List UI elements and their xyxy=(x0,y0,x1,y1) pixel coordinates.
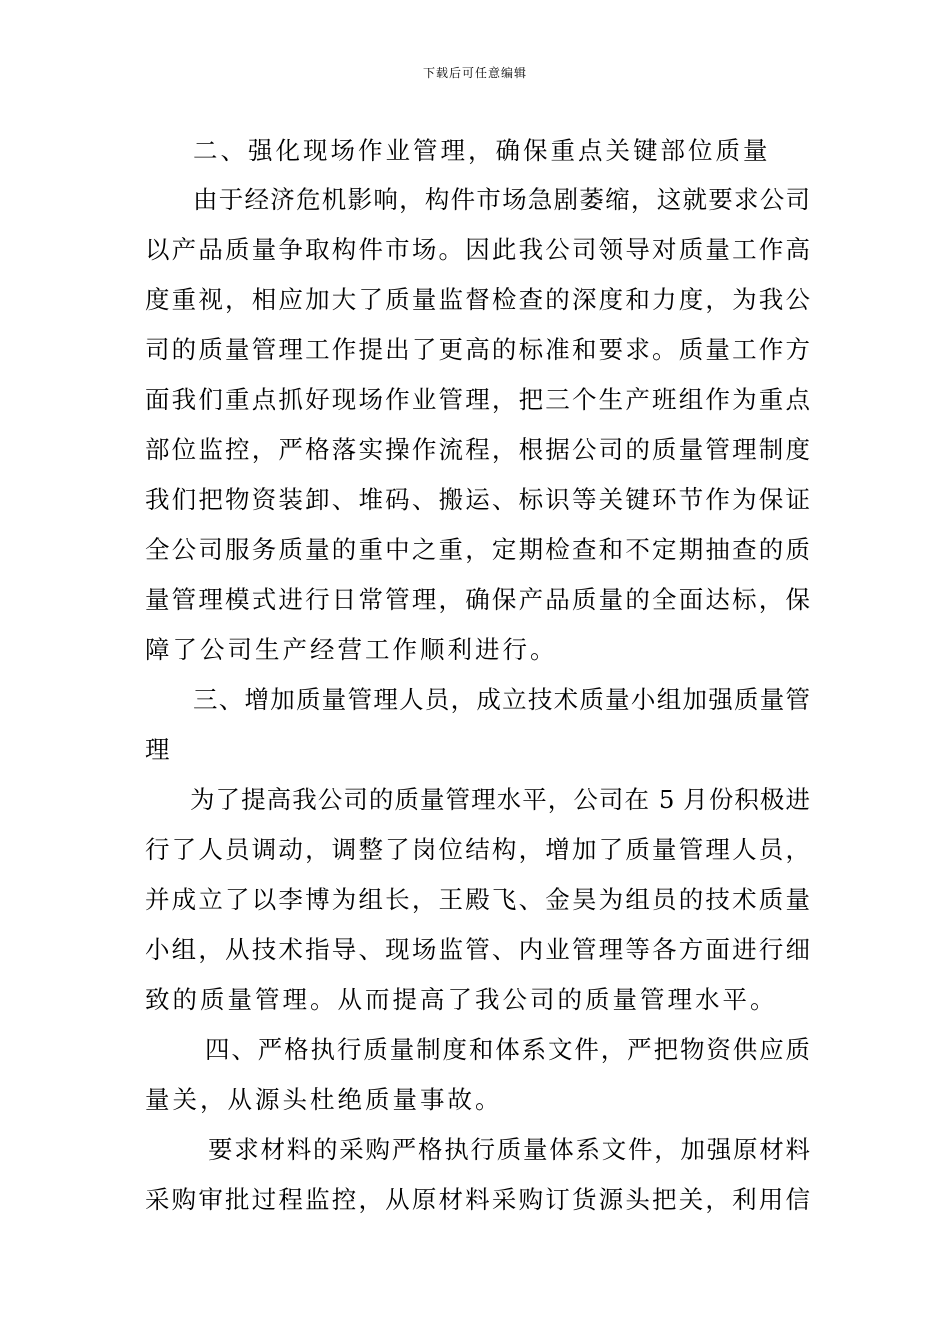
header-note: 下载后可任意编辑 xyxy=(422,66,527,80)
paragraph-line: 为了提高我公司的质量管理水平，公司在 5 月份积极进 xyxy=(190,785,810,814)
paragraph-line: 司的质量管理工作提出了更高的标准和要求。质量工作方 xyxy=(145,335,810,364)
paragraph-line: 度重视，相应加大了质量监督检查的深度和力度，为我公 xyxy=(145,285,810,314)
heading-section-2: 二、强化现场作业管理，确保重点关键部位质量 xyxy=(193,136,771,165)
heading-section-3-continued: 理 xyxy=(145,735,173,764)
paragraph-line: 部位监控，严格落实操作流程，根据公司的质量管理制度 xyxy=(145,435,810,464)
paragraph-line: 量管理模式进行日常管理，确保产品质量的全面达标，保 xyxy=(145,585,810,614)
paragraph-line: 要求材料的采购严格执行质量体系文件，加强原材料 xyxy=(208,1135,810,1164)
heading-section-3: 三、增加质量管理人员，成立技术质量小组加强质量管 xyxy=(193,685,810,714)
heading-section-4-continued: 量关，从源头杜绝质量事故。 xyxy=(145,1085,503,1114)
paragraph-line: 行了人员调动，调整了岗位结构，增加了质量管理人员， xyxy=(145,835,810,864)
paragraph-line: 我们把物资装卸、堆码、搬运、标识等关键环节作为保证 xyxy=(145,485,810,514)
paragraph-line: 以产品质量争取构件市场。因此我公司领导对质量工作高 xyxy=(145,235,810,264)
paragraph-line: 采购审批过程监控，从原材料采购订货源头把关，利用信 xyxy=(145,1185,810,1214)
heading-section-4: 四、严格执行质量制度和体系文件，严把物资供应质 xyxy=(205,1035,810,1064)
paragraph-line: 由于经济危机影响，构件市场急剧萎缩，这就要求公司 xyxy=(193,185,810,214)
paragraph-line: 全公司服务质量的重中之重，定期检查和不定期抽查的质 xyxy=(145,535,810,564)
paragraph-line: 面我们重点抓好现场作业管理，把三个生产班组作为重点 xyxy=(145,385,810,414)
paragraph-line: 障了公司生产经营工作顺利进行。 xyxy=(145,635,558,664)
paragraph-line: 并成立了以李博为组长，王殿飞、金昊为组员的技术质量 xyxy=(145,885,810,914)
paragraph-line: 致的质量管理。从而提高了我公司的质量管理水平。 xyxy=(145,985,778,1014)
paragraph-line: 小组，从技术指导、现场监管、内业管理等各方面进行细 xyxy=(145,935,810,964)
